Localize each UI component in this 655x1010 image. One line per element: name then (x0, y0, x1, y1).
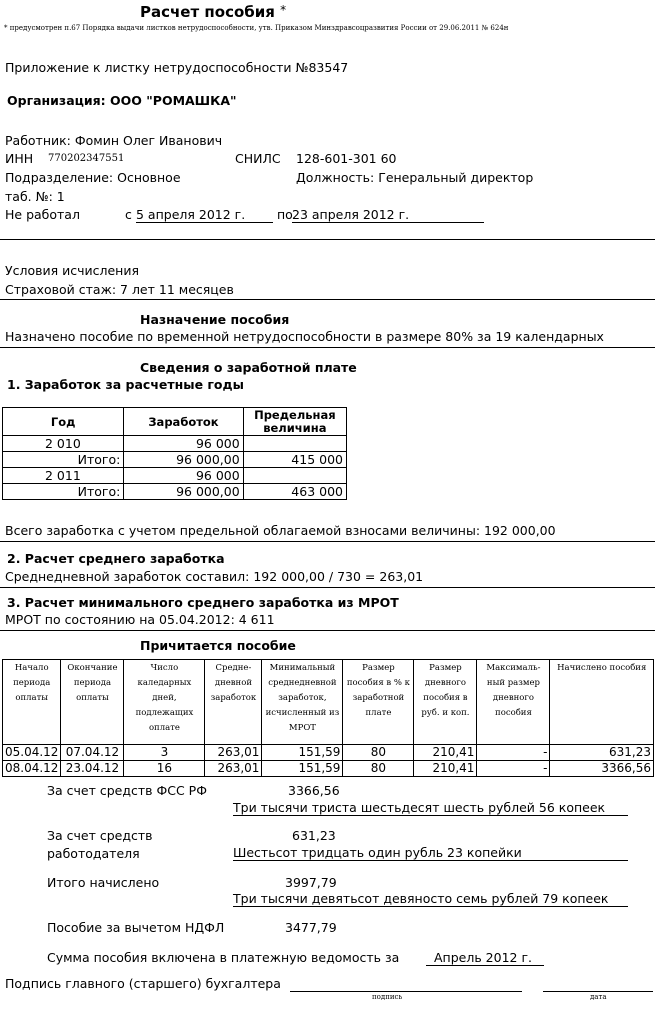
salary-table (2, 407, 347, 500)
employer-label-2: работодателя (47, 846, 140, 861)
to-label: по (277, 207, 293, 222)
divider (0, 347, 655, 348)
page-title: Расчет пособия * (140, 3, 287, 21)
net-label: Пособие за вычетом НДФЛ (47, 920, 225, 935)
assignment-heading: Назначение пособия (140, 312, 290, 327)
signature-label: Подпись главного (старшего) бухгалтера (5, 976, 281, 991)
salary-heading: Сведения о заработной плате (140, 360, 357, 375)
divider (0, 541, 655, 542)
fss-value: 3366,56 (288, 783, 340, 798)
net-value: 3477,79 (285, 920, 337, 935)
division: Подразделение: Основное (5, 170, 181, 185)
insurance-experience: Страховой стаж: 7 лет 11 месяцев (5, 282, 234, 297)
inn-label: ИНН (5, 151, 34, 166)
total-label: Итого начислено (47, 875, 160, 890)
attachment-line: Приложение к листку нетрудоспособности №83547 (5, 60, 349, 75)
divider (0, 299, 655, 300)
col-year: Год (3, 408, 124, 436)
salary-total: Всего заработка с учетом предельной облагаемой взносами величины: 192 000,00 (5, 523, 556, 538)
col-amount: Заработок (124, 408, 243, 436)
minimum-heading: 3. Расчет минимального среднего заработка из МРОТ (7, 595, 399, 610)
table-row: 08.04.12 23.04.12 16 263,01 151,59 80 210,41 - 3366,56 (3, 761, 654, 777)
employer-words: Шестьсот тридцать один рубль 23 копейки (233, 845, 628, 861)
signature-line (290, 991, 522, 992)
divider (0, 239, 655, 240)
worker: Работник: Фомин Олег Иванович (5, 133, 223, 148)
minimum-text: МРОТ по состоянию на 05.04.2012: 4 611 (5, 612, 275, 627)
date-line (543, 991, 653, 992)
benefit-heading: Причитается пособие (140, 638, 296, 653)
fss-words: Три тысячи триста шестьдесят шесть рублей 56 копеек (233, 800, 628, 816)
position: Должность: Генеральный директор (296, 170, 534, 185)
assignment-text: Назначено пособие по временной нетрудоспособности в размере 80% за 19 календарных (5, 329, 604, 344)
organization: Организация: ООО "РОМАШКА" (7, 93, 237, 108)
from-date: 5 апреля 2012 г. (136, 207, 273, 223)
employer-value: 631,23 (292, 828, 336, 843)
table-row: Итого: 96 000,00 463 000 (3, 484, 347, 500)
table-row: 2 011 96 000 (3, 468, 347, 484)
salary-section1: 1. Заработок за расчетные годы (7, 377, 244, 392)
not-worked-label: Не работал (5, 207, 80, 222)
to-date: 23 апреля 2012 г. (292, 207, 484, 223)
table-row: Итого: 96 000,00 415 000 (3, 452, 347, 468)
average-text: Среднедневной заработок составил: 192 000,00 / 730 = 263,01 (5, 569, 424, 584)
title-star: * (280, 3, 287, 17)
sign-caption: подпись (372, 993, 403, 1001)
divider (0, 587, 655, 588)
inn-value: 770202347551 (48, 153, 125, 164)
employer-label-1: За счет средств (47, 828, 153, 843)
average-heading: 2. Расчет среднего заработка (7, 551, 225, 566)
col-limit: Предельная величина (243, 408, 346, 436)
table-row: 2 010 96 000 (3, 436, 347, 452)
payroll-month: Апрель 2012 г. (426, 950, 544, 966)
total-value: 3997,79 (285, 875, 337, 890)
fss-label: За счет средств ФСС РФ (47, 783, 207, 798)
footnote: * предусмотрен п.67 Порядка выдачи листков нетрудоспособности, утв. Приказом Минздравсоцразвития России от 29.06.2011 № 624н (4, 24, 509, 32)
payroll-label: Сумма пособия включена в платежную ведомость за (47, 950, 400, 965)
total-words: Три тысячи девятьсот девяносто семь рублей 79 копеек (233, 891, 628, 907)
benefit-table: Начало периода оплаты Окончание периода оплаты Число каледарных дней, подлежащих оплате Средне-дневной заработок Минимальный среднедневной заработок, исчисленный из МРОТ Размер пособия в % к заработной плате Размер дневного пособия в руб. и коп. Максималь-ный размер дневного пособия Начислено пособия 05.04.12 07.04.12 3 263,01 151,59 80 210,41 - 631,23 08.04.12 23.04.12 16 263,01 151,59 80 210,41 - 3366,56 (2, 659, 654, 777)
tab-number: таб. №: 1 (5, 189, 65, 204)
date-caption: дата (590, 993, 607, 1001)
conditions-heading: Условия исчисления (5, 263, 139, 278)
from-label: с (125, 207, 132, 222)
divider (0, 630, 655, 631)
snils-label: СНИЛС (235, 151, 281, 166)
snils-value: 128-601-301 60 (296, 151, 397, 166)
table-row: 05.04.12 07.04.12 3 263,01 151,59 80 210,41 - 631,23 (3, 745, 654, 761)
